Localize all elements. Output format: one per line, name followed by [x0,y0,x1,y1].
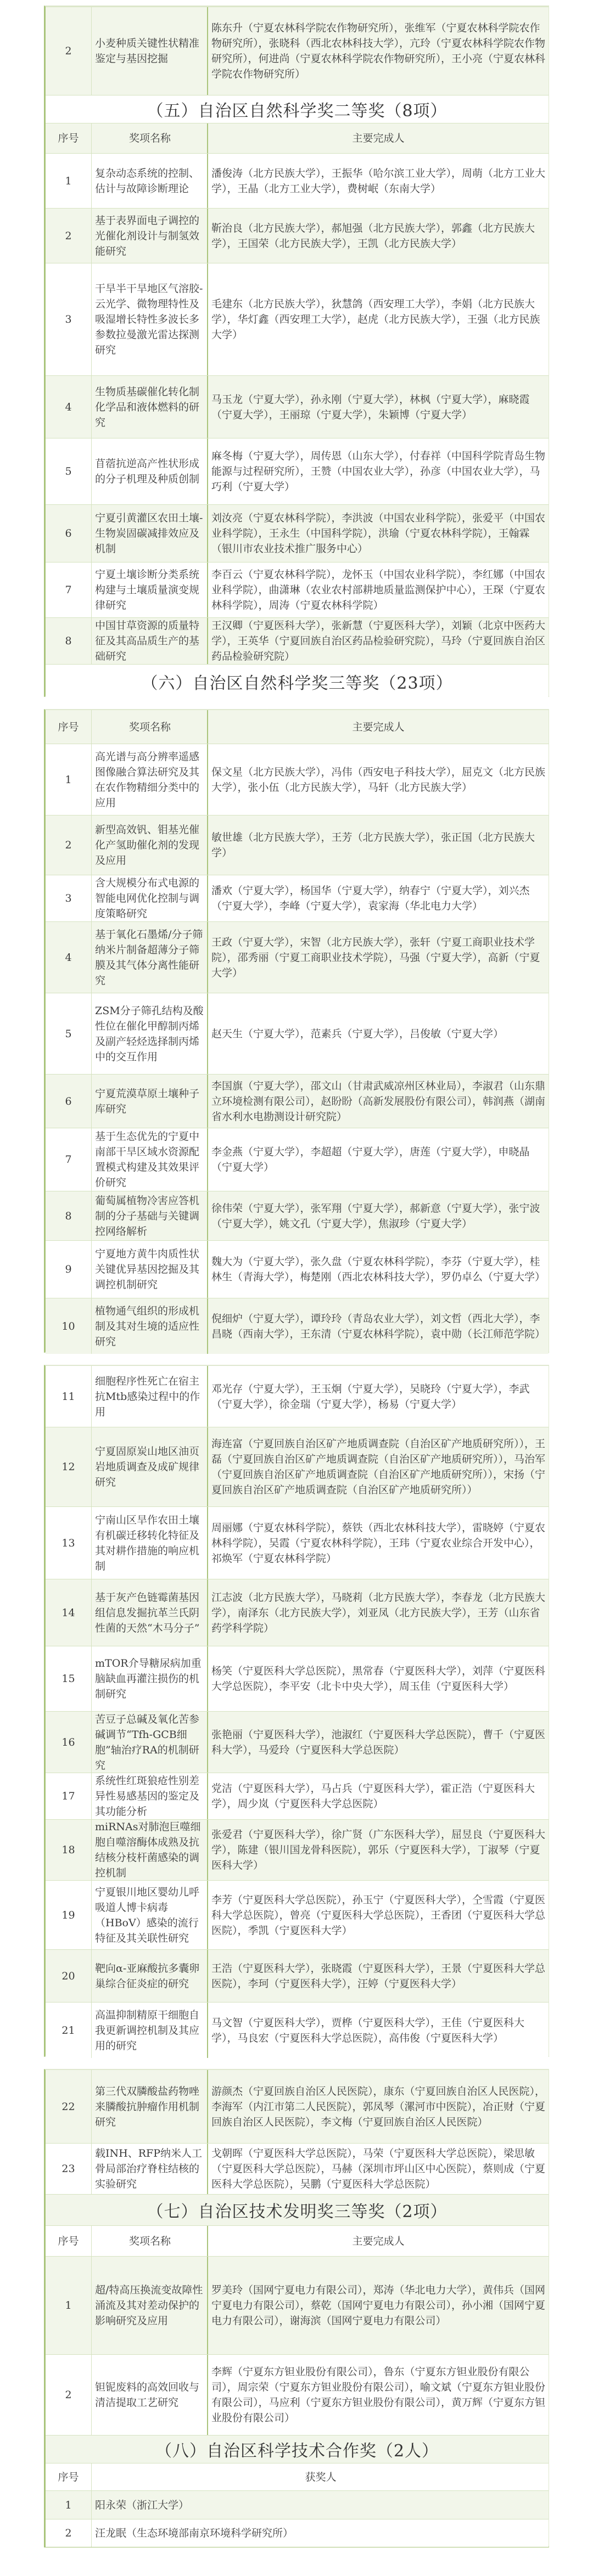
seq-cell: 14 [46,1579,92,1646]
award-name-cell: 基于氧化石墨烯/分子筛纳米片制备超薄分子筛膜及其气体分离性能研究 [92,922,208,993]
authors-cell: 戈朝晖（宁夏医科大学总医院），马荣（宁夏医科大学总医院），梁思敏（宁夏医科大学总医院），马赫（深圳市坪山区中心医院），蔡则成（宁夏医科大学总医院），吴鹏（宁夏医科大学总医院） [211,2147,546,2190]
header-authors: 主要完成人 [352,721,405,733]
table-header-row [46,2225,549,2256]
table-header-row [46,2463,549,2490]
seq-cell: 16 [46,1712,92,1773]
seq-cell: 1 [46,2491,92,2519]
header-name: 奖项名称 [92,710,208,744]
authors-cell: 周丽娜（宁夏农林科学院），蔡铁（西北农林科技大学），雷晓婷（宁夏农林科学院），吴霞（宁夏农林科学院），王玮（宁夏农业综合开发中心），祁焕军（宁夏农林科学院） [211,1521,546,1565]
table-row [46,1773,549,1819]
authors-cell: 江志波（北方民族大学），马晓莉（北方民族大学），李春龙（北方民族大学），南泽东（北方民族大学），刘亚凤（北方民族大学），王芳（山东省药学科学院） [211,1591,546,1634]
authors-cell: 倪细炉（宁夏大学），谭玲玲（青岛农业大学），刘文哲（西北大学），李昌晓（西南大学），王东清（宁夏农林科学院），袁中勋（长江师范学院） [211,1312,546,1340]
authors-cell: 麻冬梅（宁夏大学），周传恩（山东大学），付春祥（中国科学院青岛生物能源与过程研究所），王赞（中国农业大学），孙彦（中国农业大学），马巧利（宁夏大学） [211,450,546,493]
award-name-cell: 复杂动态系统的控制、估计与故障诊断理论 [92,154,208,208]
award-name-cell: 载INH、RFP纳米人工骨局部治疗脊柱结核的实验研究 [92,2144,208,2194]
authors-cell: 敏世雄（北方民族大学），王芳（北方民族大学），张正国（北方民族大学） [211,831,535,859]
authors-cell: 李国旗（宁夏大学），邵文山（甘肃武威凉州区林业局），李淑君（山东鼎立环境检测有限公司），赵盼盼（高新发展股份有限公司），韩润燕（湖南省水利水电勘测设计研究院） [211,1079,546,1123]
awards-table-d [44,2069,549,2547]
table-row [46,2002,549,2058]
award-name-cell: 中国甘草资源的质量特征及其高品质生产的基础研究 [92,618,208,664]
authors-cell: 毛建东（北方民族大学），狄慧鸽（西安理工大学），李娟（北方民族大学），华灯鑫（西安理工大学），赵虎（北方民族大学），王强（北方民族大学） [211,298,540,341]
award-name-cell: 基于生态优先的宁夏中南部干旱区域水资源配置模式构建及其效果评价研究 [92,1128,208,1191]
award-name-cell: mTOR介导糖尿病加重脑缺血再灌注损伤的机制研究 [92,1646,208,1711]
header-name: 奖项名称 [92,123,208,153]
table-row [46,562,549,617]
seq-cell: 2 [46,815,92,875]
section-title-6: （六）自治区自然科学奖三等奖（23项） [46,664,549,698]
section-title-8: （八）自治区科学技术合作奖（2人） [46,2435,549,2463]
award-name-cell: 新型高效钒、钼基光催化产氢助催化剂的发现及应用 [92,815,208,875]
authors-cell: 靳治良（北方民族大学），郝旭强（北方民族大学），郭鑫（北方民族大学），王国荣（北方民族大学），王凯（北方民族大学） [211,222,535,250]
table-row [46,1191,549,1240]
award-name-cell: 宁夏荒漠草原土壤种子库研究 [92,1075,208,1128]
table-row [46,2490,549,2519]
seq-cell: 1 [46,744,92,815]
header-seq: 序号 [46,2463,92,2490]
awards-table-c [44,1365,549,2057]
award-name-cell: 宁夏固原炭山地区油页岩地质调查及成矿规律研究 [92,1427,208,1506]
table-row [46,617,549,664]
table-row [46,1646,549,1711]
award-name-cell: 生物质基碳催化转化制化学品和液体燃料的研究 [92,376,208,438]
authors-cell: 刘汝亮（宁夏农林科学院），李洪波（中国农业科学院），张爱平（中国农业科学院），王永生（中国科学院），洪瑜（宁夏农林科学院），王翰霖（银川市农业技术推广服务中心） [211,512,546,555]
header-awardee: 获奖人 [305,2471,337,2483]
award-name-cell: 小麦种质关键性状精准鉴定与基因挖掘 [92,7,208,95]
authors-cell: 王汉卿（宁夏医科大学），张新慧（宁夏医科大学），刘颖（北京中医药大学），王英华（宁夏回族自治区药品检验研究院），马玲（宁夏回族自治区药品检验研究院） [211,620,546,662]
table-row [46,1074,549,1128]
award-name-cell: 基于灰产色链霉菌基因组信息发掘抗革兰氏阴性菌的天然“木马分子” [92,1579,208,1646]
table-row [46,1240,549,1298]
table-row [46,1711,549,1773]
table-row [46,1949,549,2002]
seq-cell: 8 [46,618,92,664]
authors-cell: 徐伟荣（宁夏大学），张军翔（宁夏大学），郝新意（宁夏大学），张宁波（宁夏大学），姚文孔（宁夏大学），焦淑珍（宁夏大学） [211,1202,540,1230]
authors-cell: 张艳丽（宁夏医科大学），池淑红（宁夏医科大学总医院），曹千（宁夏医科大学），马爱玲（宁夏医科大学总医院） [211,1728,546,1756]
award-name-cell: 植物通气组织的形成机制及其对生境的适应性研究 [92,1298,208,1354]
table-row [46,875,549,921]
table-row [46,2256,549,2354]
award-name-cell: ZSM分子筛孔结构及酸性位在催化甲醇制丙烯及副产轻烃选择制丙烯中的交互作用 [92,993,208,1074]
award-name-cell: 宁南山区旱作农田土壤有机碳迁移转化特征及其对耕作措施的响应机制 [92,1507,208,1579]
authors-cell: 邓光存（宁夏大学），王玉炯（宁夏大学），吴晓玲（宁夏大学），李武（宁夏大学），徐金瑞（宁夏大学），杨易（宁夏大学） [211,1382,530,1410]
table-row [46,815,549,875]
award-name-cell: miRNAs对肺泡巨噬细胞自噬溶酶体成熟及抗结核分枝杆菌感染的调控机制 [92,1820,208,1880]
award-name-cell: 超/特高压换流变故障性涌流及其对差动保护的影响研究及应用 [92,2257,208,2354]
authors-cell: 李金燕（宁夏大学），李超超（宁夏大学），唐莲（宁夏大学），申晓晶（宁夏大学） [211,1146,530,1173]
seq-cell: 5 [46,438,92,504]
table-header-row [46,710,549,744]
seq-cell: 7 [46,1128,92,1191]
authors-cell: 王政（宁夏大学），宋智（北方民族大学），张轩（宁夏工商职业技术学院），邵秀丽（宁夏工商职业技术学院），马强（宁夏大学），高新（宁夏大学） [211,936,540,979]
award-name-cell: 宁夏土壤诊断分类系统构建与土壤质量演变规律研究 [92,563,208,617]
authors-cell: 党洁（宁夏医科大学），马占兵（宁夏医科大学），霍正浩（宁夏医科大学），周少岚（宁夏医科大学总医院） [211,1782,535,1810]
table-row [46,7,549,95]
table-row [46,438,549,504]
header-name: 奖项名称 [92,2226,208,2256]
authors-cell: 游颜杰（宁夏回族自治区人民医院），康东（宁夏回族自治区人民医院），李海军（内江市第二人民医院），郭凤琴（漯河市中医院），冶正财（宁夏回族自治区人民医院），李文梅（宁夏回族自治区人民医院） [211,2085,546,2128]
seq-cell: 5 [46,993,92,1074]
award-name-cell: 钽铌废料的高效回收与清洁提取工艺研究 [92,2355,208,2435]
table-row [46,2354,549,2435]
authors-cell: 李百云（宁夏农林科学院），龙怀玉（中国农业科学院），李红娜（中国农业科学院），曲潇琳（农业农村部耕地质量监测保护中心），王琛（宁夏农林科学院），周涛（宁夏农林科学院） [211,569,546,611]
authors-cell: 潘欢（宁夏大学），杨国华（宁夏大学），纳春宁（宁夏大学），刘兴杰（宁夏大学），李峰（宁夏大学），袁家海（华北电力大学） [211,885,530,912]
table-row [46,993,549,1074]
table-row [46,1298,549,1354]
table-row [46,1506,549,1579]
seq-cell: 1 [46,154,92,208]
award-name-cell: 苜蓿抗逆高产性状形成的分子机理及种质创制 [92,438,208,504]
authors-cell: 陈东升（宁夏农林科学院农作物研究所），张维军（宁夏农林科学院农作物研究所），张晓科（西北农林科技大学），亢玲（宁夏农林科学院农作物研究所），何进尚（宁夏农林科学院农作物研究所），王小亮（宁夏农林科学院农作物研究所） [211,22,546,80]
seq-cell: 6 [46,505,92,562]
award-name-cell: 基于表界面电子调控的光催化剂设计与制氢效能研究 [92,209,208,263]
seq-cell: 6 [46,1075,92,1128]
section-title-7: （七）自治区技术发明奖三等奖（2项） [46,2194,549,2225]
seq-cell: 18 [46,1820,92,1880]
table-row [46,263,549,375]
award-name-cell: 第三代双膦酸盐药物唑来膦酸抗肿瘤作用机制研究 [92,2070,208,2143]
authors-cell: 海连富（宁夏回族自治区矿产地质调查院（自治区矿产地质研究所）），王磊（宁夏回族自治区矿产地质调查院（自治区矿产地质研究所）），马治军（宁夏回族自治区矿产地质调查院（自治区矿产地质研究所）），宋扬（宁夏回族自治区矿产地质调查院（自治区矿产地质研究所）） [211,1438,546,1496]
seq-cell: 13 [46,1507,92,1579]
seq-cell: 8 [46,1191,92,1240]
header-seq: 序号 [46,123,92,153]
authors-cell: 保文星（北方民族大学），冯伟（西安电子科技大学），屈克文（北方民族大学），张小伍（北方民族大学），马轩（北方民族大学） [211,766,546,794]
header-authors: 主要完成人 [352,2235,405,2247]
authors-cell: 张爱君（宁夏医科大学），徐广贤（广东医科大学），屈昱良（宁夏医科大学），陈建（银川国龙骨科医院），郭乐（宁夏医科大学），丁淑琴（宁夏医科大学） [211,1829,546,1871]
table-row [46,208,549,263]
authors-cell: 魏大为（宁夏大学），张久盘（宁夏农林科学院），李芬（宁夏大学），桂林生（青海大学），梅楚刚（西北农林科技大学），罗仍卓么（宁夏大学） [211,1256,546,1283]
seq-cell: 15 [46,1646,92,1711]
award-name-cell: 苦豆子总碱及氧化苦参碱调节“Tfh-GCB细胞”轴治疗RA的机制研究 [92,1712,208,1773]
seq-cell: 2 [46,2355,92,2435]
award-name-cell: 系统性红斑狼疮性别差异性易感基因的鉴定及其功能分析 [92,1773,208,1819]
seq-cell: 2 [46,2519,92,2547]
award-name-cell: 细胞程序性死亡在宿主抗Mtb感染过程中的作用 [92,1366,208,1427]
table-row [46,2143,549,2194]
header-authors: 主要完成人 [352,132,405,144]
header-seq: 序号 [46,2226,92,2256]
awardee-cell: 阳永荣（浙江大学） [95,2499,189,2511]
seq-cell: 7 [46,563,92,617]
seq-cell: 2 [46,7,92,95]
authors-cell: 李辉（宁夏东方钽业股份有限公司），鲁东（宁夏东方钽业股份有限公司），周宗荣（宁夏东方钽业股份有限公司），喻文斌（宁夏东方钽业股份有限公司），马应利（宁夏东方钽业股份有限公司），黄万辉（宁夏东方钽业股份有限公司） [211,2366,546,2424]
seq-cell: 17 [46,1773,92,1819]
seq-cell: 19 [46,1881,92,1949]
seq-cell: 3 [46,875,92,921]
seq-cell: 22 [46,2070,92,2143]
authors-cell: 马文智（宁夏医科大学），贾桦（宁夏医科大学），王佳（宁夏医科大学），马良宏（宁夏医科大学总医院），高伟俊（宁夏医科大学） [211,2016,525,2044]
award-name-cell: 高温抑制精原干细胞自我更新调控机制及其应用的研究 [92,2003,208,2058]
authors-cell: 潘俊涛（北方民族大学），王振华（哈尔滨工业大学），周萌（北方工业大学），王晶（北方工业大学），费树岷（东南大学） [211,167,546,195]
award-name-cell: 靶向α-亚麻酸抗多囊卵巢综合征炎症的研究 [92,1950,208,2002]
table-row [46,744,549,815]
table-row [46,921,549,993]
seq-cell: 20 [46,1950,92,2002]
authors-cell: 杨笑（宁夏医科大学总医院），黑常春（宁夏医科大学），刘萍（宁夏医科大学总医院），李平安（北卡中央大学），周玉佳（宁夏医科大学） [211,1665,546,1692]
seq-cell: 12 [46,1427,92,1506]
seq-cell: 4 [46,922,92,993]
award-name-cell: 宁夏地方黄牛肉质性状关键优异基因挖掘及其调控机制研究 [92,1241,208,1298]
awards-table-a [44,5,549,697]
award-name-cell: 干旱半干旱地区气溶胶-云光学、微物理特性及吸湿增长特性多波长多参数拉曼激光雷达探测研究 [92,263,208,375]
table-row [46,1128,549,1191]
award-name-cell: 宁夏引黄灌区农田土壤-生物炭固碳减排效应及机制 [92,505,208,562]
header-seq: 序号 [46,710,92,744]
award-name-cell: 含大规模分布式电源的智能电网优化控制与调度策略研究 [92,875,208,921]
authors-cell: 赵天生（宁夏大学），范素兵（宁夏大学），吕俊敏（宁夏大学） [211,1027,504,1040]
table-row [46,1819,549,1880]
seq-cell: 9 [46,1241,92,1298]
authors-cell: 马玉龙（宁夏大学），孙永刚（宁夏大学），林枫（宁夏大学），麻晓霞（宁夏大学），王丽琼（宁夏大学），朱颖博（宁夏大学） [211,393,530,421]
table-row [46,1427,549,1506]
section-title-5: （五）自治区自然科学奖二等奖（8项） [46,95,549,123]
table-row [46,1880,549,1949]
table-row [46,2519,549,2547]
table-row [46,1579,549,1646]
award-name-cell: 高光谱与高分辨率遥感图像融合算法研究及其在农作物精细分类中的应用 [92,744,208,815]
seq-cell: 23 [46,2144,92,2194]
authors-cell: 李芳（宁夏医科大学总医院），孙玉宁（宁夏医科大学），仝雪霞（宁夏医科大学总医院），曾亮（宁夏医科大学总医院），王香团（宁夏医科大学总医院），季凯（宁夏医科大学） [211,1893,546,1937]
seq-cell: 2 [46,209,92,263]
awardee-cell: 汪龙眠（生态环境部南京环境科学研究所） [95,2527,294,2539]
table-row [46,153,549,208]
award-name-cell: 宁夏银川地区婴幼儿呼吸道人博卡病毒（HBoV）感染的流行特征及其关联性研究 [92,1881,208,1949]
award-name-cell: 葡萄属植物冷害应答机制的分子基础与关键调控网络解析 [92,1191,208,1240]
seq-cell: 21 [46,2003,92,2058]
table-header-row [46,123,549,153]
seq-cell: 11 [46,1366,92,1427]
authors-cell: 王浩（宁夏医科大学），张晓霞（宁夏医科大学），王景（宁夏医科大学总医院），李珂（宁夏医科大学），汪婷（宁夏医科大学） [211,1962,546,1990]
authors-cell: 罗美玲（国网宁夏电力有限公司），郑涛（华北电力大学），黄伟兵（国网宁夏电力有限公司），蔡乾（国网宁夏电力有限公司），孙小湘（国网宁夏电力有限公司），谢海滨（国网宁夏电力有限公司） [211,2284,546,2327]
table-row [46,2070,549,2143]
table-row [46,504,549,562]
table-row [46,1366,549,1427]
seq-cell: 1 [46,2257,92,2354]
table-row [46,375,549,438]
seq-cell: 4 [46,376,92,438]
seq-cell: 10 [46,1298,92,1354]
seq-cell: 3 [46,263,92,375]
awards-table-b [44,709,549,1353]
